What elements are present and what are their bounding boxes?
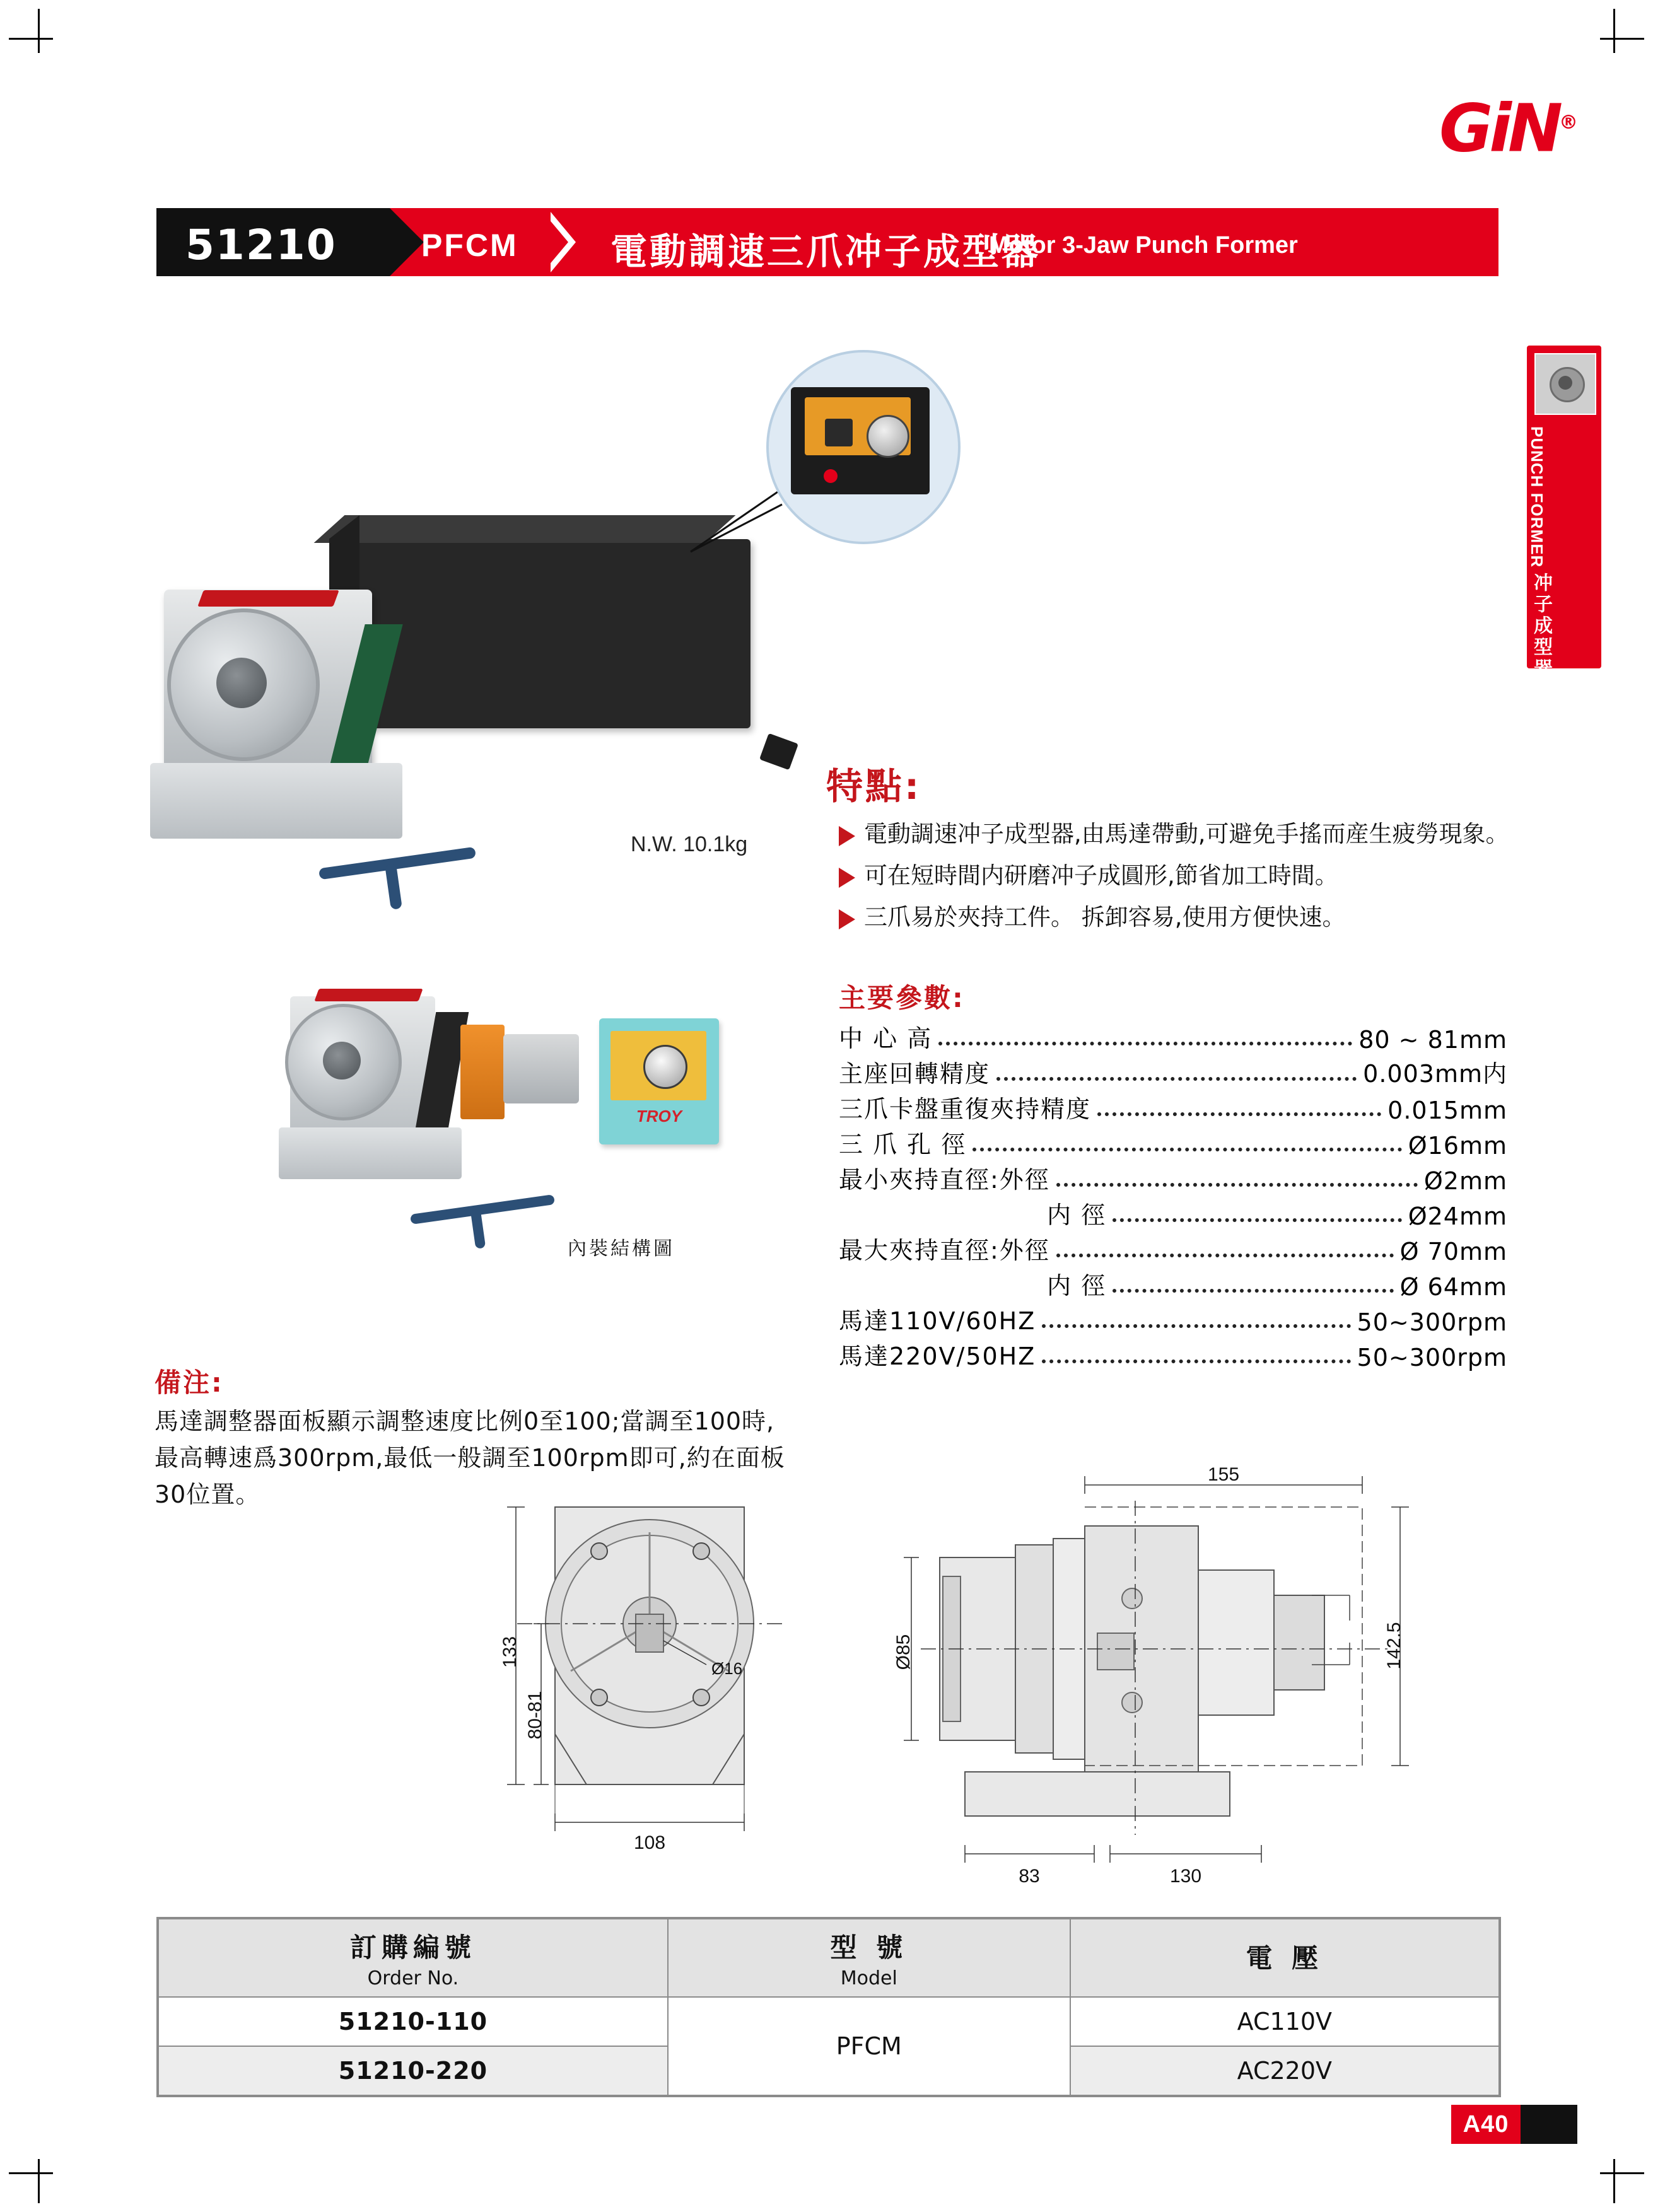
col-model — [668, 1919, 1070, 1997]
dot-leader — [1113, 1218, 1402, 1222]
t-wrench-2 — [410, 1185, 555, 1249]
speed-controller-callout — [766, 350, 961, 544]
crop-mark-tl-v — [38, 9, 40, 53]
spec-row — [839, 1018, 1507, 1054]
speed-knob-icon-2 — [643, 1045, 687, 1089]
cell-order-no: 51210-220 — [158, 2046, 668, 2095]
dot-leader — [1113, 1289, 1394, 1293]
dot-leader — [1056, 1254, 1394, 1257]
col-order-no-en: Order No. — [367, 1967, 459, 1989]
spec-label: 馬達110V/60HZ — [839, 1307, 1036, 1335]
spec-value: 0.015mm — [1387, 1097, 1507, 1124]
power-cord — [725, 725, 839, 801]
table-row — [158, 1997, 1499, 2046]
spec-label: 馬達220V/50HZ — [839, 1342, 1036, 1370]
feature-text: 可在短時間内研磨冲子成圓形,節省加工時間。 — [864, 862, 1338, 889]
specs-title: 主要參數: — [839, 982, 965, 1013]
side-tab-labels — [1527, 421, 1601, 680]
chevron-right-icon — [551, 208, 588, 276]
dot-leader — [1056, 1183, 1418, 1187]
spec-value: Ø 64mm — [1399, 1273, 1507, 1301]
crop-mark-br-h — [1600, 2172, 1644, 2174]
spec-value: 80 ~ 81mm — [1358, 1026, 1507, 1054]
spec-row — [839, 1230, 1507, 1266]
col-order-no-cn: 訂購編號 — [349, 1931, 476, 1963]
spec-row — [839, 1160, 1507, 1195]
spec-label: 中 心 高 — [839, 1025, 933, 1052]
dim-side-right: 142.5 — [1384, 1622, 1405, 1670]
dim-side-bottom-right: 130 — [1169, 1866, 1202, 1887]
former-base — [150, 763, 402, 839]
cell-voltage: AC220V — [1070, 2046, 1499, 2095]
spec-row — [839, 1266, 1507, 1301]
side-tab-label-en: PUNCH FORMER — [1527, 426, 1546, 568]
order-table-wrap — [156, 1917, 1501, 2097]
feature-item — [839, 817, 1514, 852]
net-weight-label: N.W. 10.1kg — [631, 832, 748, 856]
dot-leader — [1042, 1359, 1350, 1363]
spec-value: Ø 70mm — [1399, 1238, 1507, 1266]
section-side-tab — [1527, 346, 1601, 680]
spec-value: Ø16mm — [1408, 1132, 1507, 1160]
crop-mark-tl-h — [9, 38, 53, 40]
dot-leader — [1097, 1112, 1381, 1116]
spec-value: Ø2mm — [1423, 1167, 1507, 1195]
dot-leader — [938, 1042, 1352, 1045]
controller-face-2 — [610, 1031, 706, 1100]
page-number: A40 — [1451, 2105, 1521, 2144]
indicator-led-icon — [824, 469, 838, 483]
page-number-block — [1451, 2105, 1577, 2144]
dim-side-chuck: Ø85 — [893, 1634, 914, 1670]
technical-drawings — [441, 1463, 1507, 1917]
feature-text: 電動調速冲子成型器,由馬達帶動,可避免手搖而産生疲勞現象。 — [864, 820, 1509, 847]
dot-leader — [973, 1148, 1401, 1151]
spec-row — [839, 1336, 1507, 1371]
dim-side-bottom-left: 83 — [1019, 1866, 1040, 1887]
red-name-plate — [197, 590, 339, 607]
logo-wordmark: GiN — [1439, 90, 1559, 167]
controller-brand-label: TROY — [636, 1107, 682, 1126]
spec-value: 0.003mm内 — [1363, 1060, 1507, 1088]
side-tab-thumbnail — [1534, 353, 1596, 415]
table-header-row — [158, 1919, 1499, 1997]
spec-value: 50~300rpm — [1357, 1308, 1507, 1336]
spec-value: Ø24mm — [1408, 1202, 1507, 1230]
spec-label: 最小夾持直徑:外徑 — [839, 1166, 1050, 1194]
product-title-cn: 電動調速三爪冲子成型器 — [610, 230, 1041, 273]
crop-mark-tr-v — [1613, 9, 1615, 53]
spec-row — [839, 1124, 1507, 1160]
cell-model: PFCM — [668, 1997, 1070, 2095]
crop-mark-tr-h — [1600, 38, 1644, 40]
speed-controller-box — [599, 1018, 719, 1144]
dot-leader — [1042, 1324, 1350, 1328]
remark-body: 馬達調整器面板顯示調整速度比例0至100;當調至100時,最高轉速爲300rpm,最低一般調至100rpm即可,約在面板30位置。 — [155, 1407, 785, 1508]
spec-label: 三 爪 孔 徑 — [839, 1131, 967, 1158]
t-wrench — [318, 832, 476, 908]
red-name-plate-2 — [314, 989, 423, 1001]
cell-voltage: AC110V — [1070, 1997, 1499, 2046]
col-model-cn: 型 號 — [830, 1931, 908, 1963]
spec-label: 内 徑 — [1047, 1201, 1107, 1229]
triangle-bullet-icon — [839, 826, 855, 846]
spec-label: 主座回轉精度 — [839, 1060, 991, 1088]
feature-text: 三爪易於夾持工件。 拆卸容易,使用方便快速。 — [864, 904, 1346, 931]
dot-leader — [996, 1077, 1357, 1081]
crop-mark-bl-v — [38, 2159, 40, 2203]
dim-front-bore: Ø16 — [711, 1659, 743, 1678]
features-title: 特點: — [826, 765, 922, 808]
three-jaw-chuck-2 — [285, 1004, 402, 1121]
logo-registered-mark: ® — [1559, 112, 1574, 134]
product-title-en: Motor 3-Jaw Punch Former — [989, 232, 1298, 259]
crop-mark-bl-h — [9, 2172, 53, 2174]
speed-knob-icon — [867, 415, 909, 458]
triangle-bullet-icon — [839, 909, 855, 929]
features-list — [839, 817, 1514, 941]
order-table — [158, 1918, 1500, 2096]
specs-list — [839, 1018, 1507, 1371]
dim-front-width: 108 — [633, 1832, 666, 1853]
product-code: 51210 — [185, 221, 337, 269]
spec-label: 内 徑 — [1047, 1272, 1107, 1300]
dim-side-top: 155 — [1207, 1464, 1240, 1485]
controller-panel — [791, 387, 930, 494]
brand-logo — [1316, 88, 1574, 167]
motor-unit — [503, 1034, 579, 1103]
photo-caption-internal: 內裝結構圖 — [568, 1238, 675, 1260]
three-jaw-chuck — [167, 608, 320, 761]
gearbox — [460, 1025, 505, 1119]
product-model-tag: PFCM — [421, 228, 518, 263]
spec-row — [839, 1195, 1507, 1230]
product-photo-internal — [271, 958, 795, 1249]
dim-front-center: 80-81 — [525, 1691, 546, 1740]
remark-title: 備注: — [155, 1367, 224, 1398]
crop-mark-br-v — [1613, 2159, 1615, 2203]
col-order-no — [158, 1919, 668, 1997]
former-base-2 — [279, 1127, 462, 1179]
side-tab-label-cn: 冲子成型器 — [1530, 573, 1552, 680]
product-title-bar — [156, 208, 1498, 276]
spec-label: 最大夾持直徑:外徑 — [839, 1237, 1050, 1264]
spec-value: 50~300rpm — [1357, 1344, 1507, 1371]
col-voltage — [1070, 1919, 1499, 1997]
spec-label: 三爪卡盤重復夾持精度 — [839, 1095, 1092, 1123]
spec-row — [839, 1089, 1507, 1124]
dim-front-height: 133 — [499, 1636, 520, 1668]
spec-row — [839, 1054, 1507, 1089]
spec-row — [839, 1301, 1507, 1336]
triangle-bullet-icon — [839, 868, 855, 888]
feature-item — [839, 858, 1514, 894]
motor-housing — [359, 539, 751, 728]
cell-order-no: 51210-110 — [158, 1997, 668, 2046]
power-switch-icon — [825, 419, 853, 446]
col-model-en: Model — [840, 1967, 897, 1989]
feature-item — [839, 900, 1514, 935]
controller-face — [805, 397, 911, 455]
col-voltage-cn: 電 壓 — [1246, 1943, 1324, 1974]
